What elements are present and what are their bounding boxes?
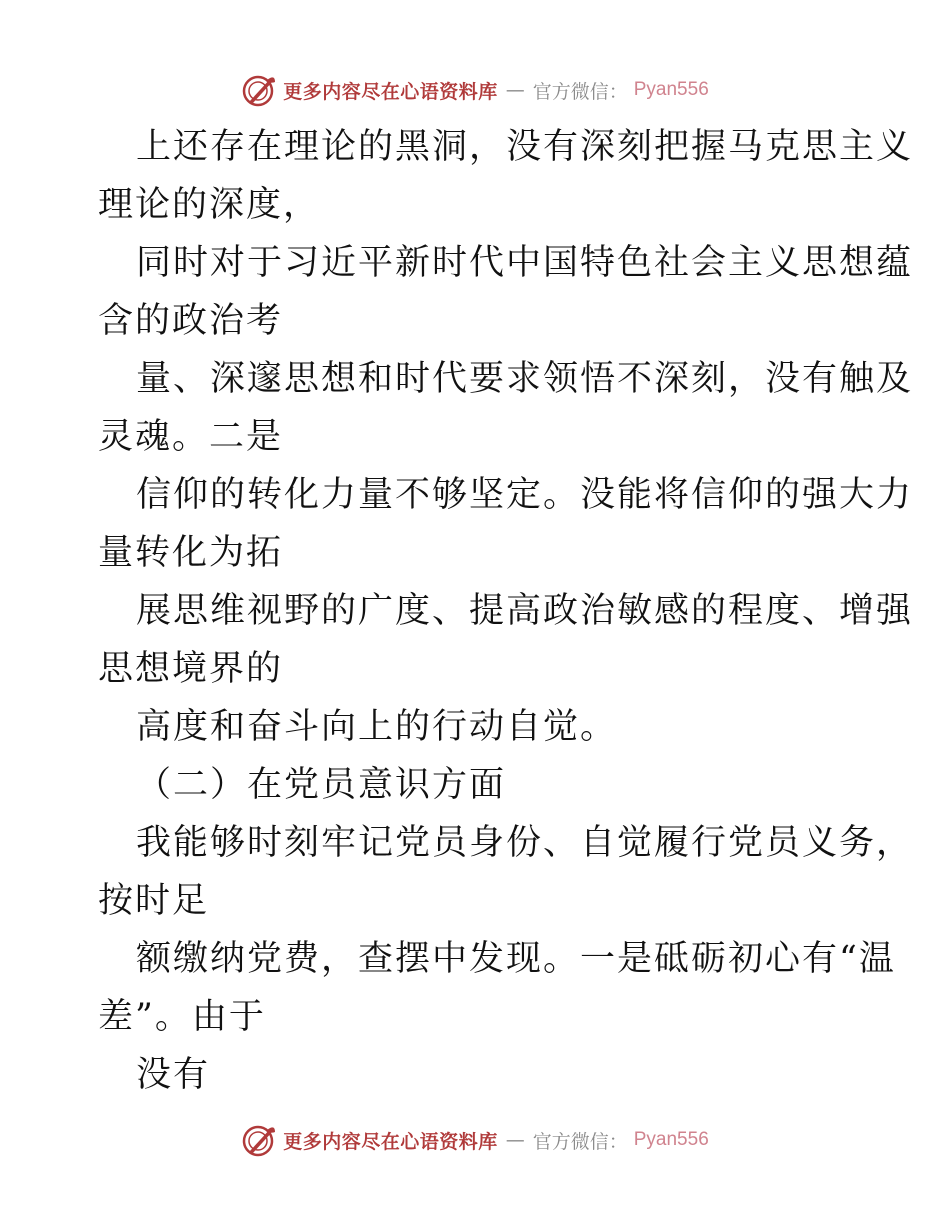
banner-title: 更多内容尽在心语资料库 <box>283 1130 498 1153</box>
text-line: 量、深邃思想和时代要求领悟不深刻，没有触及 <box>136 359 914 399</box>
banner-wechat-id: Pyan556 <box>633 79 709 100</box>
quill-logo-icon <box>241 1122 277 1158</box>
banner-title: 更多内容尽在心语资料库 <box>283 80 498 103</box>
text-line: 我能够时刻牢记党员身份、自觉履行党员义务， <box>136 823 914 863</box>
text-line: 思想境界的 <box>98 649 284 689</box>
text-line: 灵魂。二是 <box>98 417 284 457</box>
banner-wechat-id: Pyan556 <box>633 1129 709 1150</box>
text-line: 额缴纳党费，查摆中发现。一是砥砺初心有“温 <box>136 939 896 979</box>
banner-content <box>241 1122 709 1158</box>
text-line: 含的政治考 <box>98 301 284 341</box>
header-banner <box>0 70 950 110</box>
text-line: 同时对于习近平新时代中国特色社会主义思想蕴 <box>136 243 914 283</box>
text-line: 按时足 <box>98 881 210 921</box>
text-line: 差”。由于 <box>98 997 266 1037</box>
text-line: 没有 <box>136 1055 211 1095</box>
text-line: 上还存在理论的黑洞，没有深刻把握马克思主义 <box>136 127 914 167</box>
text-line: 展思维视野的广度、提高政治敏感的程度、增强 <box>136 591 914 631</box>
text-line: 高度和奋斗向上的行动自觉。 <box>136 707 618 747</box>
document-body <box>98 118 914 1104</box>
text-line: 量转化为拓 <box>98 533 284 573</box>
quill-logo-icon <box>241 72 277 108</box>
text-line: 信仰的转化力量不够坚定。没能将信仰的强大力 <box>136 475 914 515</box>
footer-banner <box>0 1120 950 1160</box>
banner-separator: — <box>505 1129 525 1151</box>
banner-wechat-label: 官方微信： <box>532 1130 628 1153</box>
section-heading: （二）在党员意识方面 <box>136 765 507 805</box>
banner-separator: — <box>505 79 525 101</box>
banner-content <box>241 72 709 108</box>
banner-wechat-label: 官方微信： <box>532 80 628 103</box>
text-line: 理论的深度， <box>98 185 321 225</box>
